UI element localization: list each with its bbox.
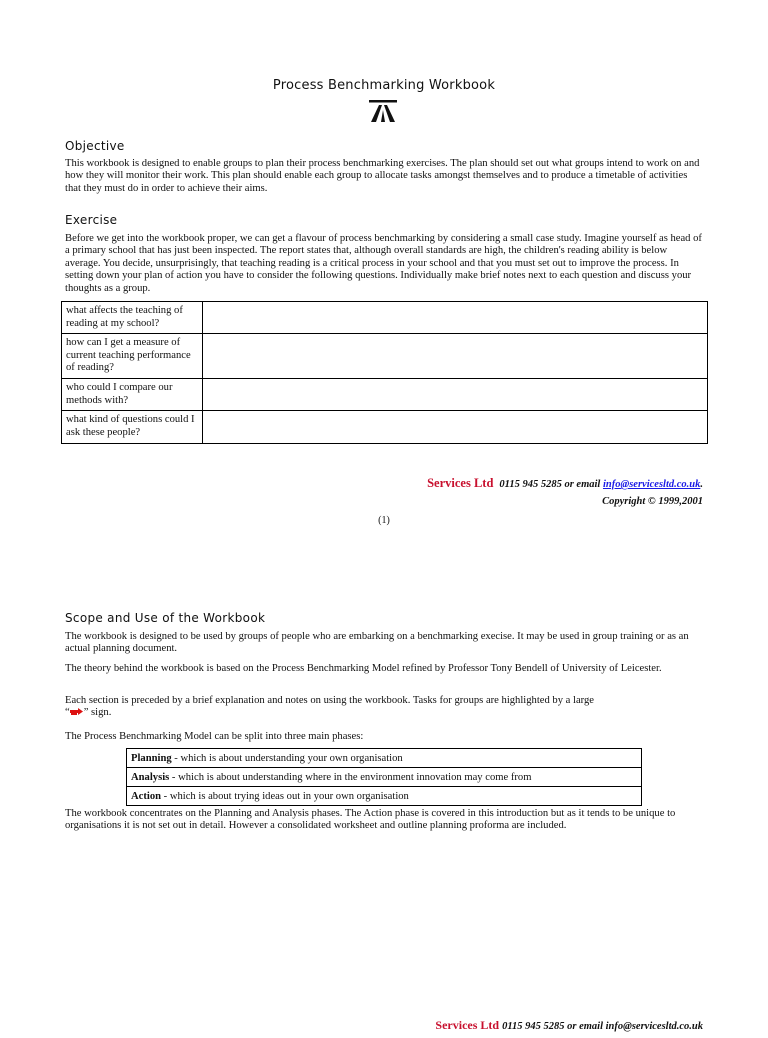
table-row [127, 749, 642, 768]
question-cell: who could I compare our methods with? [62, 379, 203, 411]
email-link[interactable]: info@servicesltd.co.uk [602, 479, 701, 490]
pointing-hand-icon [70, 707, 84, 716]
scope-paragraph-5: The workbook concentrates on the Planning and Analysis phases. The Action phase is covered in this introduction but as it tends to be unique to organisations it is not set out in detail. However a consolidated worksheet and outline planning proforma are included. [65, 808, 676, 832]
page-number: (1) [378, 515, 390, 526]
table-row [62, 302, 708, 334]
phase-name: Analysis [131, 771, 170, 783]
scope-heading: Scope and Use of the Workbook [65, 611, 266, 625]
contact-suffix: . [700, 479, 703, 490]
scope-paragraph-2: The theory behind the workbook is based on the Process Benchmarking Model refined by Professor Tony Bendell of University of Leicester. [65, 663, 662, 674]
contact-text: 0115 945 5285 or email info@servicesltd.co.uk [502, 1021, 703, 1032]
copyright-text: Copyright © 1999,2001 [602, 496, 703, 507]
objective-text: This workbook is designed to enable groups to plan their process benchmarking exercises. The plan should set out what groups intend to work on and how they will monitor their work. This plan should enable each group to allocate tasks amongst themselves and to produce a timetable of activities that they must do in order to achieve their aims. [65, 158, 700, 194]
contact-text: 0115 945 5285 or email [499, 479, 603, 490]
table-row [127, 787, 642, 806]
exercise-heading: Exercise [65, 213, 118, 227]
phase-name: Action [131, 790, 162, 802]
bridge-arch-logo-icon [368, 99, 398, 123]
phase-description: - which is about trying ideas out in your own organisation [161, 790, 409, 802]
scope-paragraph-3-text: Each section is preceded by a brief explanation and notes on using the workbook. Tasks for groups are highlighted by a large [65, 695, 594, 706]
open-quote: “ [65, 707, 70, 719]
close-quote-sign: ” sign. [83, 707, 112, 719]
contact-line [427, 476, 703, 491]
objective-heading: Objective [65, 139, 125, 153]
phase-description: - which is about understanding your own organisation [171, 752, 403, 764]
phase-cell [127, 749, 642, 768]
phase-description: - which is about understanding where in the environment innovation may come from [169, 771, 532, 783]
cut-off-footer [435, 1014, 703, 1032]
table-row [127, 768, 642, 787]
question-cell: what affects the teaching of reading at my school? [62, 302, 203, 334]
question-cell: how can I get a measure of current teaching performance of reading? [62, 334, 203, 379]
answer-cell[interactable] [203, 302, 708, 334]
phase-cell [127, 768, 642, 787]
phases-table [126, 748, 642, 806]
answer-cell[interactable] [203, 334, 708, 379]
answer-cell[interactable] [203, 411, 708, 443]
table-row [62, 379, 708, 411]
questions-table [61, 301, 708, 444]
scope-paragraph-3 [65, 695, 705, 720]
table-row [62, 334, 708, 379]
scope-paragraph-1: The workbook is designed to be used by groups of people who are embarking on a benchmarking execise. It may be used in group training or as an actual planning document. [65, 631, 689, 655]
scope-paragraph-4: The Process Benchmarking Model can be split into three main phases: [65, 731, 364, 742]
company-name: Services Ltd [435, 1018, 500, 1032]
question-cell: what kind of questions could I ask these people? [62, 411, 203, 443]
page-title: Process Benchmarking Workbook [272, 78, 496, 93]
phase-cell [127, 787, 642, 806]
table-row [62, 411, 708, 443]
answer-cell[interactable] [203, 379, 708, 411]
company-name: Services Ltd [427, 476, 494, 490]
exercise-text: Before we get into the workbook proper, we can get a flavour of process benchmarking by considering a small case study. Imagine yourself as head of a primary school that has just been inspected. The report states that, although overall standards are high, the children's reading ability is below average. You decide, unsurprisingly, that teaching reading is a critical process in your school and that you must set out to improve the process. In setting down your plan of action you have to consider the following questions. Individually make brief notes next to each question and discuss your thoughts as a group. [65, 233, 702, 294]
phase-name: Planning [131, 752, 172, 764]
